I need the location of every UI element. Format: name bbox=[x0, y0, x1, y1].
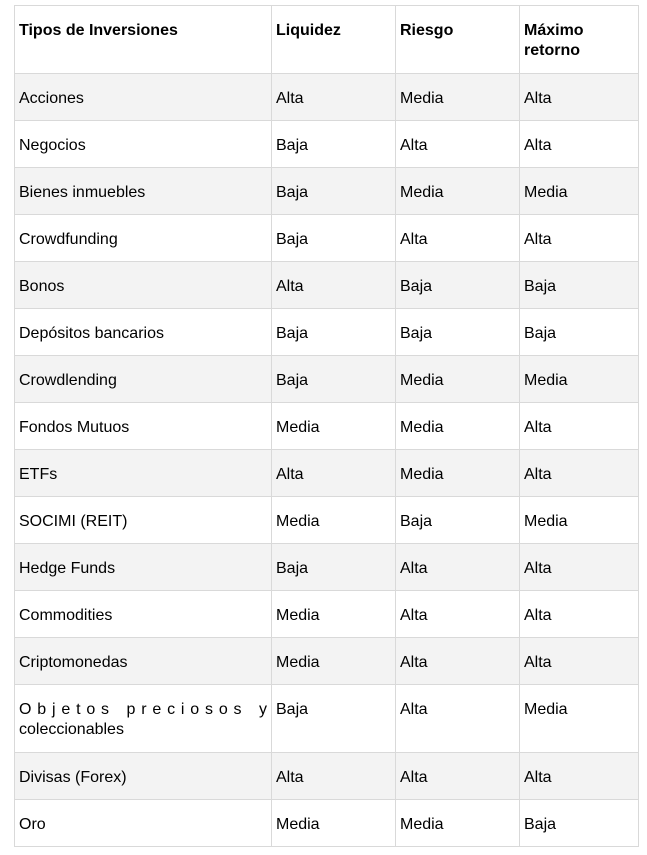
cell-type: SOCIMI (REIT) bbox=[15, 497, 272, 544]
cell-retorno: Media bbox=[520, 356, 639, 403]
cell-retorno: Media bbox=[520, 685, 639, 753]
cell-retorno: Alta bbox=[520, 450, 639, 497]
cell-type: Bonos bbox=[15, 262, 272, 309]
header-label: Liquidez bbox=[276, 22, 341, 39]
cell-retorno: Alta bbox=[520, 591, 639, 638]
cell-retorno: Baja bbox=[520, 262, 639, 309]
cell-liquidez: Media bbox=[272, 638, 396, 685]
header-cell-liquidez bbox=[272, 6, 396, 74]
cell-riesgo: Media bbox=[396, 450, 520, 497]
cell-riesgo: Media bbox=[396, 403, 520, 450]
cell-type: Hedge Funds bbox=[15, 544, 272, 591]
cell-liquidez: Baja bbox=[272, 356, 396, 403]
cell-retorno: Alta bbox=[520, 638, 639, 685]
cell-liquidez: Baja bbox=[272, 215, 396, 262]
cell-type: ETFs bbox=[15, 450, 272, 497]
cell-type: Depósitos bancarios bbox=[15, 309, 272, 356]
cell-type: O b j e t o s p r e c i o s o s y coleccionables bbox=[15, 685, 272, 753]
cell-liquidez: Media bbox=[272, 497, 396, 544]
cell-retorno: Alta bbox=[520, 121, 639, 168]
cell-riesgo: Baja bbox=[396, 309, 520, 356]
cell-riesgo: Alta bbox=[396, 753, 520, 800]
investment-types-table bbox=[14, 5, 639, 847]
cell-retorno: Baja bbox=[520, 309, 639, 356]
cell-liquidez: Media bbox=[272, 800, 396, 847]
table-row bbox=[15, 591, 639, 638]
cell-liquidez: Baja bbox=[272, 168, 396, 215]
table-row bbox=[15, 753, 639, 800]
cell-liquidez: Baja bbox=[272, 121, 396, 168]
cell-liquidez: Baja bbox=[272, 309, 396, 356]
cell-retorno: Alta bbox=[520, 753, 639, 800]
table-row bbox=[15, 544, 639, 591]
table-row bbox=[15, 262, 639, 309]
table-row bbox=[15, 121, 639, 168]
cell-riesgo: Alta bbox=[396, 638, 520, 685]
cell-riesgo: Media bbox=[396, 800, 520, 847]
cell-riesgo: Alta bbox=[396, 685, 520, 753]
cell-riesgo: Baja bbox=[396, 497, 520, 544]
header-cell-riesgo bbox=[396, 6, 520, 74]
table-row bbox=[15, 638, 639, 685]
table-row bbox=[15, 309, 639, 356]
cell-liquidez: Alta bbox=[272, 450, 396, 497]
cell-type: Crowdfunding bbox=[15, 215, 272, 262]
table-row bbox=[15, 685, 639, 753]
cell-retorno: Alta bbox=[520, 215, 639, 262]
cell-liquidez: Alta bbox=[272, 753, 396, 800]
cell-riesgo: Media bbox=[396, 74, 520, 121]
header-label: Máximo retorno bbox=[524, 22, 584, 59]
cell-type: Bienes inmuebles bbox=[15, 168, 272, 215]
cell-retorno: Baja bbox=[520, 800, 639, 847]
cell-riesgo: Alta bbox=[396, 121, 520, 168]
cell-type: Oro bbox=[15, 800, 272, 847]
cell-riesgo: Media bbox=[396, 168, 520, 215]
cell-liquidez: Baja bbox=[272, 544, 396, 591]
header-cell-maximo-retorno bbox=[520, 6, 639, 74]
cell-liquidez: Alta bbox=[272, 262, 396, 309]
investment-types-table-wrapper bbox=[14, 5, 638, 847]
cell-liquidez: Media bbox=[272, 403, 396, 450]
header-label: Riesgo bbox=[400, 22, 454, 39]
cell-liquidez: Media bbox=[272, 591, 396, 638]
cell-riesgo: Alta bbox=[396, 215, 520, 262]
cell-retorno: Alta bbox=[520, 544, 639, 591]
cell-retorno: Media bbox=[520, 168, 639, 215]
cell-type: Acciones bbox=[15, 74, 272, 121]
cell-riesgo: Alta bbox=[396, 544, 520, 591]
table-header bbox=[15, 6, 639, 74]
table-row bbox=[15, 497, 639, 544]
table-row bbox=[15, 215, 639, 262]
header-label: Tipos de Inversiones bbox=[19, 22, 178, 39]
table-row bbox=[15, 800, 639, 847]
table-row bbox=[15, 356, 639, 403]
cell-liquidez: Baja bbox=[272, 685, 396, 753]
table-row bbox=[15, 450, 639, 497]
table-body bbox=[15, 74, 639, 847]
cell-retorno: Media bbox=[520, 497, 639, 544]
cell-retorno: Alta bbox=[520, 74, 639, 121]
table-row bbox=[15, 168, 639, 215]
cell-type: Fondos Mutuos bbox=[15, 403, 272, 450]
cell-type: Crowdlending bbox=[15, 356, 272, 403]
header-row bbox=[15, 6, 639, 74]
cell-type: Negocios bbox=[15, 121, 272, 168]
cell-riesgo: Baja bbox=[396, 262, 520, 309]
table-row bbox=[15, 74, 639, 121]
cell-retorno: Alta bbox=[520, 403, 639, 450]
cell-type: Commodities bbox=[15, 591, 272, 638]
header-cell-tipos bbox=[15, 6, 272, 74]
cell-riesgo: Media bbox=[396, 356, 520, 403]
cell-type: Divisas (Forex) bbox=[15, 753, 272, 800]
table-row bbox=[15, 403, 639, 450]
cell-liquidez: Alta bbox=[272, 74, 396, 121]
cell-type: Criptomonedas bbox=[15, 638, 272, 685]
cell-riesgo: Alta bbox=[396, 591, 520, 638]
